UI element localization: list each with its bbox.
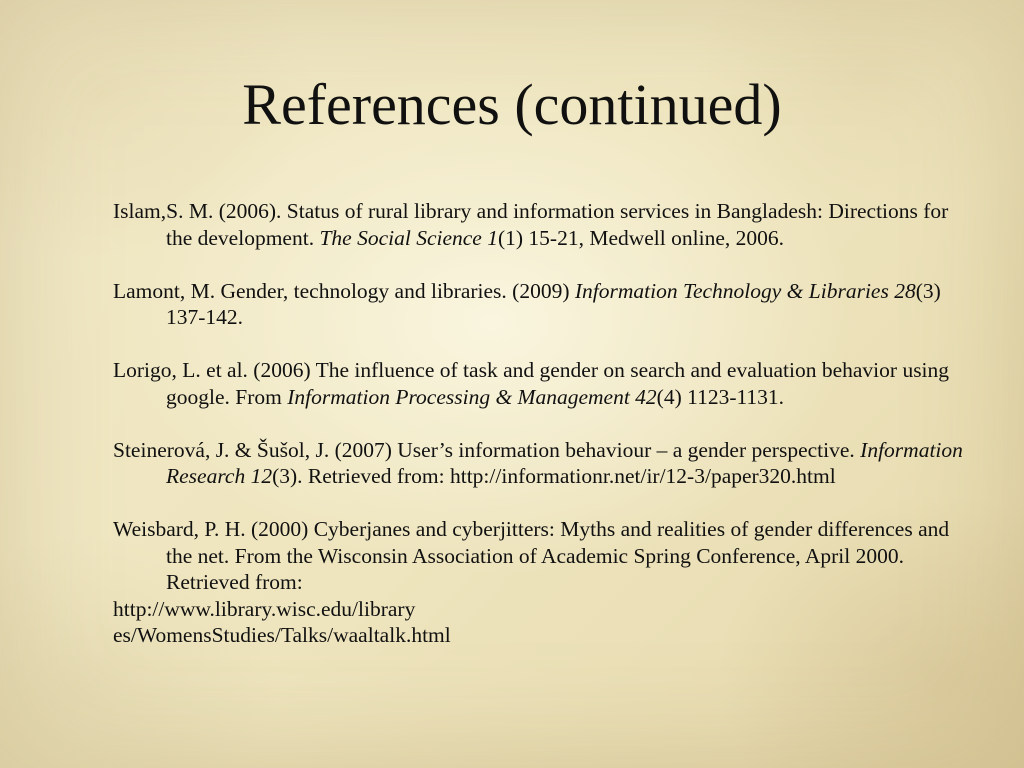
reference-journal: Information Technology & Libraries 28 (574, 278, 916, 303)
reference-journal: Information Research 12 (166, 437, 963, 488)
reference-text: Steinerová, J. & Šušol, J. (2007) User’s information behaviour – a gender perspective. (113, 437, 861, 462)
reference-text: Lamont, M. Gender, technology and libraries. (2009) (113, 278, 575, 303)
reference-item (113, 437, 973, 490)
reference-item (113, 516, 973, 649)
reference-details: (3). Retrieved from: http://informationr.net/ir/12-3/paper320.html (272, 464, 836, 488)
reference-journal: The Social Science 1 (319, 225, 498, 250)
reference-text: Lorigo, L. et al. (2006) The influence of task and gender on search and evaluation behavior using google. From (113, 358, 950, 409)
reference-item (113, 278, 973, 331)
reference-url: http://www.library.wisc.edu/library (113, 596, 416, 621)
reference-details: (4) 1123-1131. (656, 384, 785, 409)
reference-text: Islam,S. M. (2006). Status of rural library and information services in Bangladesh: Directions for the development. (113, 199, 949, 250)
reference-list (113, 198, 973, 649)
reference-item (113, 357, 973, 410)
reference-journal: Information Processing & Management 42 (287, 384, 657, 409)
reference-details: (1) 15-21, Medwell online, 2006. (497, 225, 784, 250)
reference-url-continued: es/WomensStudies/Talks/waaltalk.html (113, 623, 451, 647)
reference-text: Weisbard, P. H. (2000) Cyberjanes and cyberjitters: Myths and realities of gender differences and the net. From the Wisconsin Association of Academic Spring Conference, April 2000. Retrieved from: (113, 517, 950, 594)
reference-item (113, 198, 973, 251)
reference-details: (3) 137-142. (166, 278, 941, 329)
slide-title: References (continued) (242, 72, 782, 137)
